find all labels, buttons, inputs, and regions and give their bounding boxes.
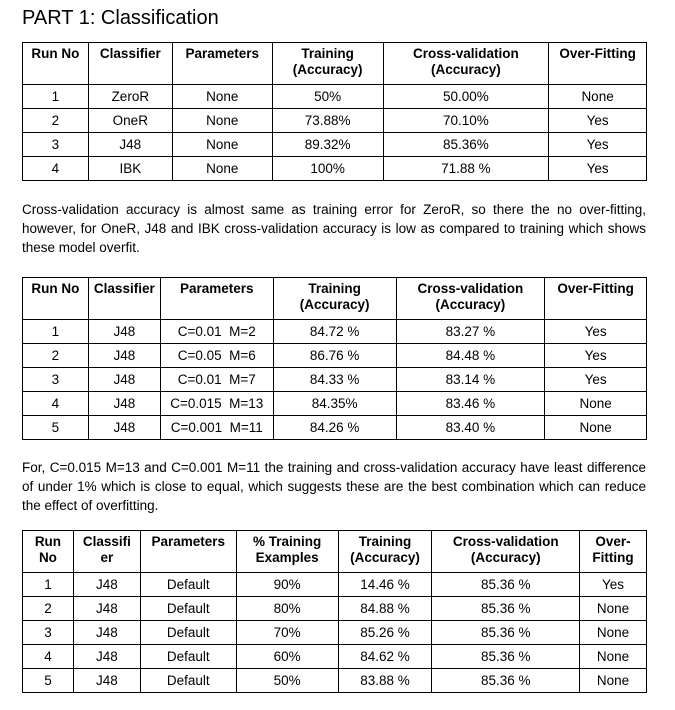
column-header: Parameters [172, 43, 272, 85]
table-cell: 100% [272, 157, 383, 181]
table-cell: 5 [23, 416, 89, 440]
table-2 [22, 277, 647, 440]
table-cell: None [549, 85, 647, 109]
column-header: Training (Accuracy) [338, 531, 432, 573]
table-cell: J48 [88, 392, 160, 416]
page-title: PART 1: Classification [22, 7, 219, 29]
table-cell: 4 [23, 645, 74, 669]
table-row [23, 669, 647, 693]
table-cell: C=0.01 M=7 [160, 368, 273, 392]
table-cell: 83.46 % [396, 392, 545, 416]
column-header: Run No [23, 43, 89, 85]
table-cell: Yes [545, 368, 647, 392]
table-row [23, 157, 647, 181]
table-cell: 89.32% [272, 133, 383, 157]
table-cell: 4 [23, 157, 89, 181]
table-row [23, 85, 647, 109]
column-header: Parameters [160, 278, 273, 320]
table-cell: Default [140, 597, 236, 621]
table-cell: 85.26 % [338, 621, 432, 645]
column-header: Over-Fitting [549, 43, 647, 85]
table-cell: 4 [23, 392, 89, 416]
table-cell: Default [140, 573, 236, 597]
table-row [23, 645, 647, 669]
column-header: Run No [23, 278, 89, 320]
table-row [23, 416, 647, 440]
column-header: Cross-validation (Accuracy) [383, 43, 549, 85]
table-3 [22, 530, 647, 693]
table-cell: Yes [549, 133, 647, 157]
table-cell: 80% [236, 597, 338, 621]
table-cell: Yes [545, 320, 647, 344]
table-cell: 85.36 % [432, 573, 580, 597]
table-cell: 60% [236, 645, 338, 669]
table-row [23, 344, 647, 368]
table-cell: Yes [549, 157, 647, 181]
column-header: Training (Accuracy) [272, 43, 383, 85]
column-header: Over-Fitting [580, 531, 647, 573]
table-cell: 50% [236, 669, 338, 693]
table-cell: 85.36 % [432, 621, 580, 645]
table-row [23, 133, 647, 157]
table-cell: J48 [73, 597, 140, 621]
column-header: Cross-validation (Accuracy) [432, 531, 580, 573]
header-row [23, 531, 647, 573]
table-cell: Yes [580, 573, 647, 597]
table-cell: 83.27 % [396, 320, 545, 344]
table-cell: 50.00% [383, 85, 549, 109]
table-cell: J48 [88, 368, 160, 392]
table-cell: 3 [23, 368, 89, 392]
table-cell: 85.36 % [432, 645, 580, 669]
table-cell: Default [140, 669, 236, 693]
column-header: Classifier [88, 278, 160, 320]
table-cell: 85.36 % [432, 669, 580, 693]
table-cell: 90% [236, 573, 338, 597]
header-row [23, 278, 647, 320]
table-cell: IBK [88, 157, 172, 181]
table-cell: None [580, 621, 647, 645]
table-cell: 84.26 % [273, 416, 396, 440]
table-cell: 1 [23, 320, 89, 344]
table-cell: 70.10% [383, 109, 549, 133]
table-cell: J48 [88, 320, 160, 344]
column-header: Training (Accuracy) [273, 278, 396, 320]
table-cell: 71.88 % [383, 157, 549, 181]
table-row [23, 621, 647, 645]
table-cell: 3 [23, 621, 74, 645]
table-cell: None [172, 133, 272, 157]
table-cell: 86.76 % [273, 344, 396, 368]
table-cell: 50% [272, 85, 383, 109]
table-cell: J48 [73, 573, 140, 597]
table-cell: J48 [88, 133, 172, 157]
table-cell: J48 [73, 669, 140, 693]
table-cell: None [580, 669, 647, 693]
column-header: % Training Examples [236, 531, 338, 573]
table-row [23, 109, 647, 133]
table-cell: 84.88 % [338, 597, 432, 621]
table-cell: 2 [23, 597, 74, 621]
table-row [23, 573, 647, 597]
table-cell: C=0.01 M=2 [160, 320, 273, 344]
table-cell: 2 [23, 344, 89, 368]
paragraph-1: Cross-validation accuracy is almost same as training error for ZeroR, so there the no over-fitting, however, for OneR, J48 and IBK cross-validation accuracy is low as compared to training which shows these model overfit. [22, 202, 646, 255]
table-row [23, 597, 647, 621]
table-row [23, 392, 647, 416]
table-cell: 85.36 % [432, 597, 580, 621]
column-header: Classifi er [73, 531, 140, 573]
table-cell: 84.35% [273, 392, 396, 416]
column-header: Classifier [88, 43, 172, 85]
table-cell: 70% [236, 621, 338, 645]
table-cell: J48 [73, 645, 140, 669]
table-cell: None [172, 85, 272, 109]
table-row [23, 368, 647, 392]
table-row [23, 320, 647, 344]
table-cell: 2 [23, 109, 89, 133]
table-cell: 1 [23, 573, 74, 597]
table-cell: 5 [23, 669, 74, 693]
table-cell: None [172, 157, 272, 181]
table-cell: J48 [88, 416, 160, 440]
table-cell: J48 [88, 344, 160, 368]
table-cell: None [172, 109, 272, 133]
table-cell: None [580, 645, 647, 669]
paragraph-2: For, C=0.015 M=13 and C=0.001 M=11 the training and cross-validation accuracy have least difference of under 1% which is close to equal, which suggests these are the best combination which can reduce the effect of overfitting. [22, 460, 646, 513]
table-cell: Yes [549, 109, 647, 133]
header-row [23, 43, 647, 85]
column-header: Run No [23, 531, 74, 573]
table-cell: 3 [23, 133, 89, 157]
table-cell: 84.48 % [396, 344, 545, 368]
table-cell: C=0.001 M=11 [160, 416, 273, 440]
table-cell: None [545, 392, 647, 416]
table-cell: 85.36% [383, 133, 549, 157]
table-cell: 73.88% [272, 109, 383, 133]
table-cell: ZeroR [88, 85, 172, 109]
column-header: Parameters [140, 531, 236, 573]
table-cell: Default [140, 645, 236, 669]
table-cell: 83.14 % [396, 368, 545, 392]
column-header: Over-Fitting [545, 278, 647, 320]
table-cell: 1 [23, 85, 89, 109]
table-cell: 83.88 % [338, 669, 432, 693]
table-cell: None [580, 597, 647, 621]
column-header: Cross-validation (Accuracy) [396, 278, 545, 320]
table-cell: 83.40 % [396, 416, 545, 440]
table-cell: Yes [545, 344, 647, 368]
table-cell: 84.72 % [273, 320, 396, 344]
table-cell: 84.62 % [338, 645, 432, 669]
table-cell: C=0.05 M=6 [160, 344, 273, 368]
table-1 [22, 42, 647, 181]
table-cell: J48 [73, 621, 140, 645]
table-cell: C=0.015 M=13 [160, 392, 273, 416]
table-cell: None [545, 416, 647, 440]
table-cell: 14.46 % [338, 573, 432, 597]
table-cell: Default [140, 621, 236, 645]
table-cell: OneR [88, 109, 172, 133]
table-cell: 84.33 % [273, 368, 396, 392]
